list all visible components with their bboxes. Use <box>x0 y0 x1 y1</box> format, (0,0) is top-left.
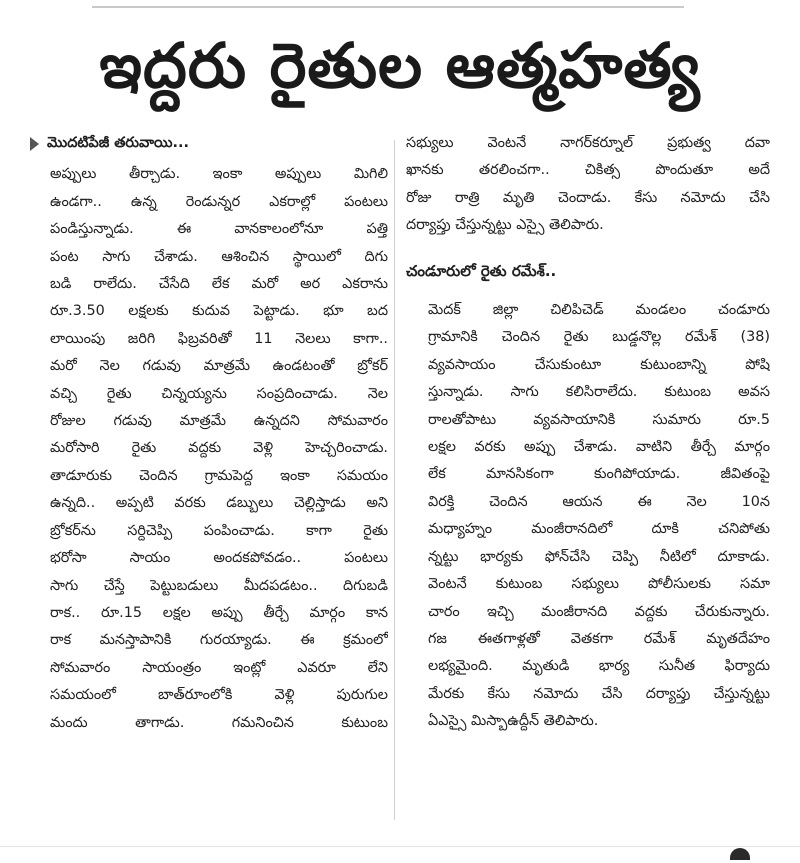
text-line: లభ్యమైంది. మృతుడి భార్య సునీత ఫిర్యాదు <box>428 658 770 675</box>
text-line: ఉన్నది.. అప్పటి వరకు డబ్బులు చెల్లిస్తాడు అని <box>50 495 388 512</box>
right-body-text-bottom <box>406 297 770 736</box>
text-line: మేరకు కేసు నమోదు చేసి దర్యాప్తు చేస్తున్నట్టు <box>428 685 770 702</box>
column-divider <box>394 140 395 820</box>
text-line: లేక మానసికంగా కుంగిపోయాడు. జీవితంపై <box>428 466 770 483</box>
text-line: వ్యవసాయం చేసుకుంటూ కుటుంబాన్ని పోషి <box>428 356 770 373</box>
continued-kicker <box>28 130 388 157</box>
top-rule <box>92 6 684 8</box>
right-body-text-top <box>406 130 770 240</box>
text-line: లక్షల వరకు అప్పు చేశాడు. వాటిని తీర్చే మార్గం <box>428 439 770 456</box>
text-line: పండిస్తున్నాడు. ఈ వానకాలంలోనూ పత్తి <box>50 221 388 238</box>
left-body-text <box>28 161 388 737</box>
text-line: రోజు రాత్రి మృతి చెందాడు. కేసు నమోదు చేసి <box>406 189 770 206</box>
text-line: సమయంలో బాత్‌రూంలోకి వెళ్లి పురుగుల <box>50 687 388 704</box>
text-line: లాయింపు జరిగి ఫిబ్రవరితో 11 నెలలు కాగా.. <box>50 330 388 347</box>
text-line: మందు తాగాడు. గమనించిన కుటుంబ <box>50 714 388 731</box>
text-line: మరోసారి రైతు వద్దకు వెళ్లి హెచ్చరించాడు. <box>50 440 388 457</box>
text-line: మధ్యాహ్నం మంజీరానదిలో దూకి చనిపోతు <box>428 521 770 538</box>
text-line: భరోసా సాయం అందకపోవడం.. పంటలు <box>50 550 388 567</box>
text-line: సోమవారం సాయంత్రం ఇంట్లో ఎవరూ లేని <box>50 659 388 676</box>
text-line: రాక మనస్తాపానికి గురయ్యాడు. ఈ క్రమంలో <box>50 632 388 649</box>
text-line: వచ్చి రైతు చిన్నయ్యను సంప్రదించాడు. నెల <box>50 385 388 402</box>
text-line: రోజుల గడువు మాత్రమే ఉన్నదని సోమవారం <box>50 413 388 430</box>
text-line: బడి రాలేదు. చేసేది లేక మరో అర ఎకరాను <box>50 276 388 293</box>
text-line: మెదక్ జిల్లా చిలిపిచెడ్ మండలం చండూరు <box>428 302 770 319</box>
right-column <box>406 130 770 736</box>
text-line: దర్యాప్తు చేస్తున్నట్టు ఎస్సై తెలిపారు. <box>406 217 604 234</box>
text-line: సాగు చేస్తే పెట్టుబడులు మీదపడటం.. దిగుబడి <box>50 577 388 594</box>
arrow-right-icon <box>30 137 39 151</box>
subheading: చండూరులో రైతు రమేశ్‌.. <box>406 261 557 280</box>
text-line: బ్రోకర్‌ను సర్దిచెప్పి పంపించాడు. కాగా రైతు <box>50 522 388 539</box>
kicker-label: మొదటిపేజీ తరువాయి... <box>47 135 189 151</box>
text-line: గజ ఈతగాళ్లతో వెతకగా రమేశ్ మృతదేహం <box>428 630 770 647</box>
text-line: తాడూరుకు చెందిన గ్రామపెద్ద ఇంకా సమయం <box>50 467 388 484</box>
text-line: విరక్తి చెందిన ఆయన ఈ నెల 10న <box>428 493 770 510</box>
text-line: మరో నెల గడువు మాత్రమే ఉండటంతో బ్రోకర్ <box>50 358 388 375</box>
text-line: వెంటనే కుటుంబ సభ్యులు పోలీసులకు సమా <box>428 576 770 593</box>
text-line: రాలతోపాటు వ్యవసాయానికి సుమారు రూ.5 <box>428 411 770 428</box>
text-line: చారం ఇచ్చి మంజీరానది వద్దకు చేరుకున్నారు. <box>428 603 770 620</box>
text-line: ఉండగా.. ఉన్న రెండున్నర ఎకరాల్లో పంటలు <box>50 193 388 210</box>
text-line: పంట సాగు చేశాడు. ఆశించిన స్థాయిలో దిగు <box>50 248 388 265</box>
text-line: ఖానకు తరలించగా.. చికిత్స పొందుతూ అదే <box>406 162 770 179</box>
text-line: స్తున్నాడు. సాగు కలిసిరాలేదు. కుటుంబ అవస <box>428 384 770 401</box>
left-column <box>28 130 388 737</box>
headline: ఇద్దరు రైతుల ఆత్మహత్య <box>99 29 701 102</box>
bottom-rule <box>0 846 800 847</box>
text-line: గ్రామానికి చెందిన రైతు బుడ్డనొల్ల రమేశ్ (38) <box>428 329 770 346</box>
page-corner-mark <box>730 848 750 860</box>
text-line: న్నట్టు భార్యకు ఫోన్‌చేసి చెప్పి నీటిలో దూకాడు. <box>428 548 770 565</box>
text-line: సభ్యులు వెంటనే నాగర్‌కర్నూల్ ప్రభుత్వ దవా <box>406 135 770 151</box>
text-line: రూ.3.50 లక్షలకు కుదువ పెట్టాడు. భూ బద <box>50 303 388 320</box>
text-line: ఏఎస్సై మిస్బాఉద్దీన్ తెలిపారు. <box>428 713 599 730</box>
text-line: రాక.. రూ.15 లక్షల అప్పు తీర్చే మార్గం కాన <box>50 604 388 621</box>
text-line: అప్పులు తీర్చాడు. ఇంకా అప్పులు మిగిలి <box>50 166 388 183</box>
